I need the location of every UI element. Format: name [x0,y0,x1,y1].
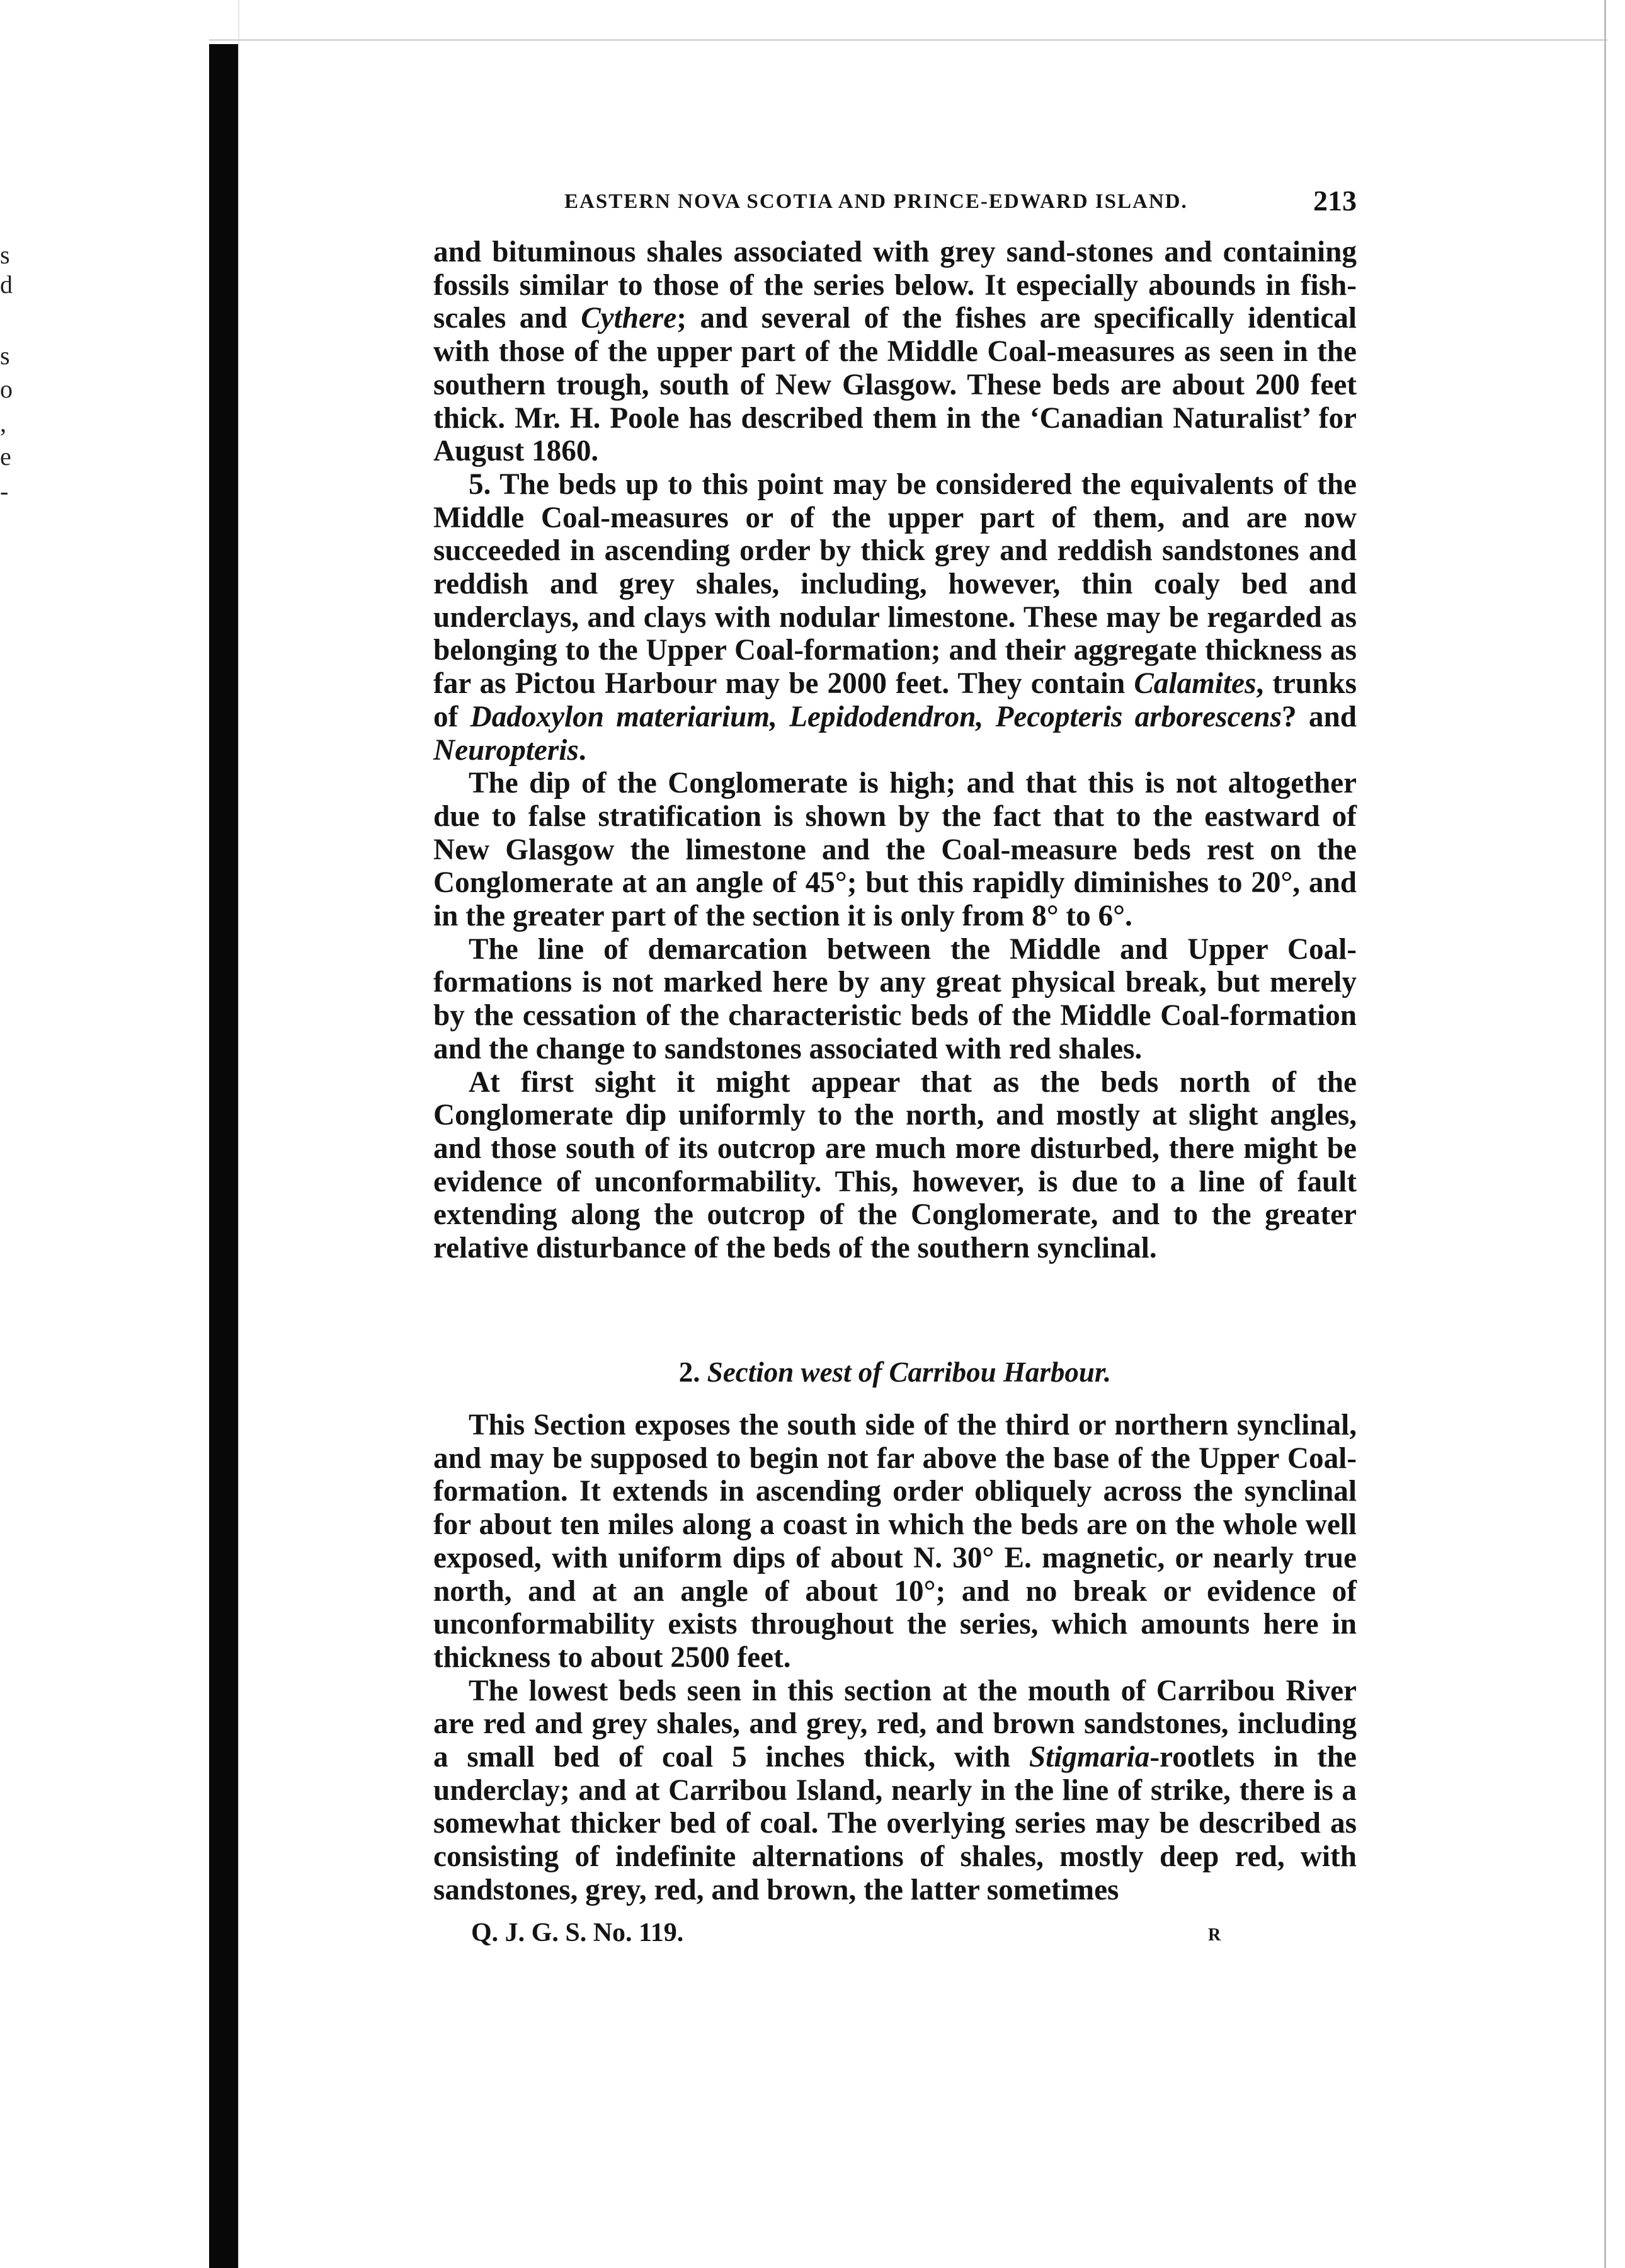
paragraph [433,468,1357,767]
paragraph [433,236,1357,468]
facing-page-char: o [0,375,13,403]
paragraph: This Section exposes the south side of the third or northern synclinal, and may be supposed to begin not far above the base of the Upper Coal-formation. It extends in ascending order obliquely across the synclinal for about ten miles along a coast in which the beds are on the whole well exposed, with uniform dips of about N. 30° E. magnetic, or nearly true north, and at an angle of about 10°; and no break or evidence of unconformability exists throughout the series, which amounts here in thickness to about 2500 feet. [433,1409,1357,1674]
facing-page-char: d [0,270,13,299]
text-run: -rootlets in the underclay; and at Carribou Island, nearly in the line of strike, there is a somewhat thicker bed of coal. The overlying series may be described as consisting of indefinite alternations of shales, mostly deep red, with sandstones, grey, red, and brown, the latter sometimes [433,1741,1357,1906]
paragraph: The line of demarcation between the Middle and Upper Coal-formations is not marked here by any great physical break, but merely by the cessation of the characteristic beds of the Middle Coal-formation and the change to sandstones associated with red shales. [433,932,1357,1065]
section-body-text [433,1409,1357,1907]
paragraph: The dip of the Conglomerate is high; and that this is not altogether due to false stratification is shown by the fact that to the eastward of New Glasgow the limestone and the Coal-measure beds rest on the Conglomerate at an angle of 45°; but this rapidly diminishes to 20°, and in the greater part of the section it is only from 8° to 6°. [433,767,1357,933]
facing-page-char: s [0,341,10,370]
page-number: 213 [1313,185,1357,217]
italic-term: Calamites [1134,667,1257,701]
facing-page-edge [0,0,220,2268]
gutter-edge [238,0,239,2268]
text-run: , trunks of [433,667,1357,733]
body-text [433,236,1357,1265]
italic-term: Neuropteris [433,733,579,767]
facing-page-char: s [0,241,10,269]
signature-mark: R [1208,1925,1221,1945]
paragraph: At first sight it might appear that as the beds north of the Conglomerate dip uniformly to the north, and mostly at slight angles, and those south of its outcrop are much more disturbed, there might be evidence of unconformability. This, however, is due to a line of fault extending along the outcrop of the Conglomerate, and to the greater relative disturbance of the beds of the southern synclinal. [433,1065,1357,1265]
italic-term: Dadoxylon materiarium, Lepidodendron, Pecopteris arborescens [470,700,1282,733]
facing-page-char: - [0,477,9,505]
running-title: EASTERN NOVA SCOTIA AND PRINCE-EDWARD ISLAND. [564,190,1188,213]
facing-page-char: e [0,442,11,471]
page-top-edge [209,39,1607,41]
text-run: ; and several of the fishes are specifically identical with those of the upper part of the Middle Coal-measures as seen in the southern trough, south of New Glasgow. These beds are about 200 feet thick. Mr. H. Poole has described them in the ‘Canadian Naturalist’ for August 1860. [433,302,1357,468]
italic-term: Cythere [581,302,677,335]
running-header [433,184,1357,222]
section-number: 2. [678,1356,700,1388]
text-run: . [578,733,586,767]
facing-page-char: , [0,409,6,437]
section-heading [433,1356,1357,1394]
text-run: 5. The beds up to this point may be considered the equivalents of the Middle Coal-measures or of the upper part of them, and are now succeeded in ascending order by thick grey and reddish sandstones and reddish and grey shales, including, however, thin coaly bed and underclays, and clays with nodular limestone. These may be regarded as belonging to the Upper Coal-formation; and their aggregate thickness as far as Pictou Harbour may be 2000 feet. They contain [433,467,1357,701]
page-right-edge [1604,0,1606,2268]
text-run: and bituminous shales associated with grey sand-stones and containing fossils similar to those of the series below. It especially abounds in fish-scales and [433,236,1357,335]
book-gutter [209,44,238,2268]
text-run: The lowest beds seen in this section at the mouth of Carribou River are red and grey shales, and grey, red, and brown sandstones, including a small bed of coal 5 inches thick, with [433,1674,1357,1774]
paragraph [433,1675,1357,1907]
section-title: Section west of Carribou Harbour. [707,1356,1112,1388]
text-run: ? and [1282,700,1357,733]
signature-line: Q. J. G. S. No. 119. [471,1918,684,1947]
italic-term: Stigmaria [1029,1741,1150,1774]
